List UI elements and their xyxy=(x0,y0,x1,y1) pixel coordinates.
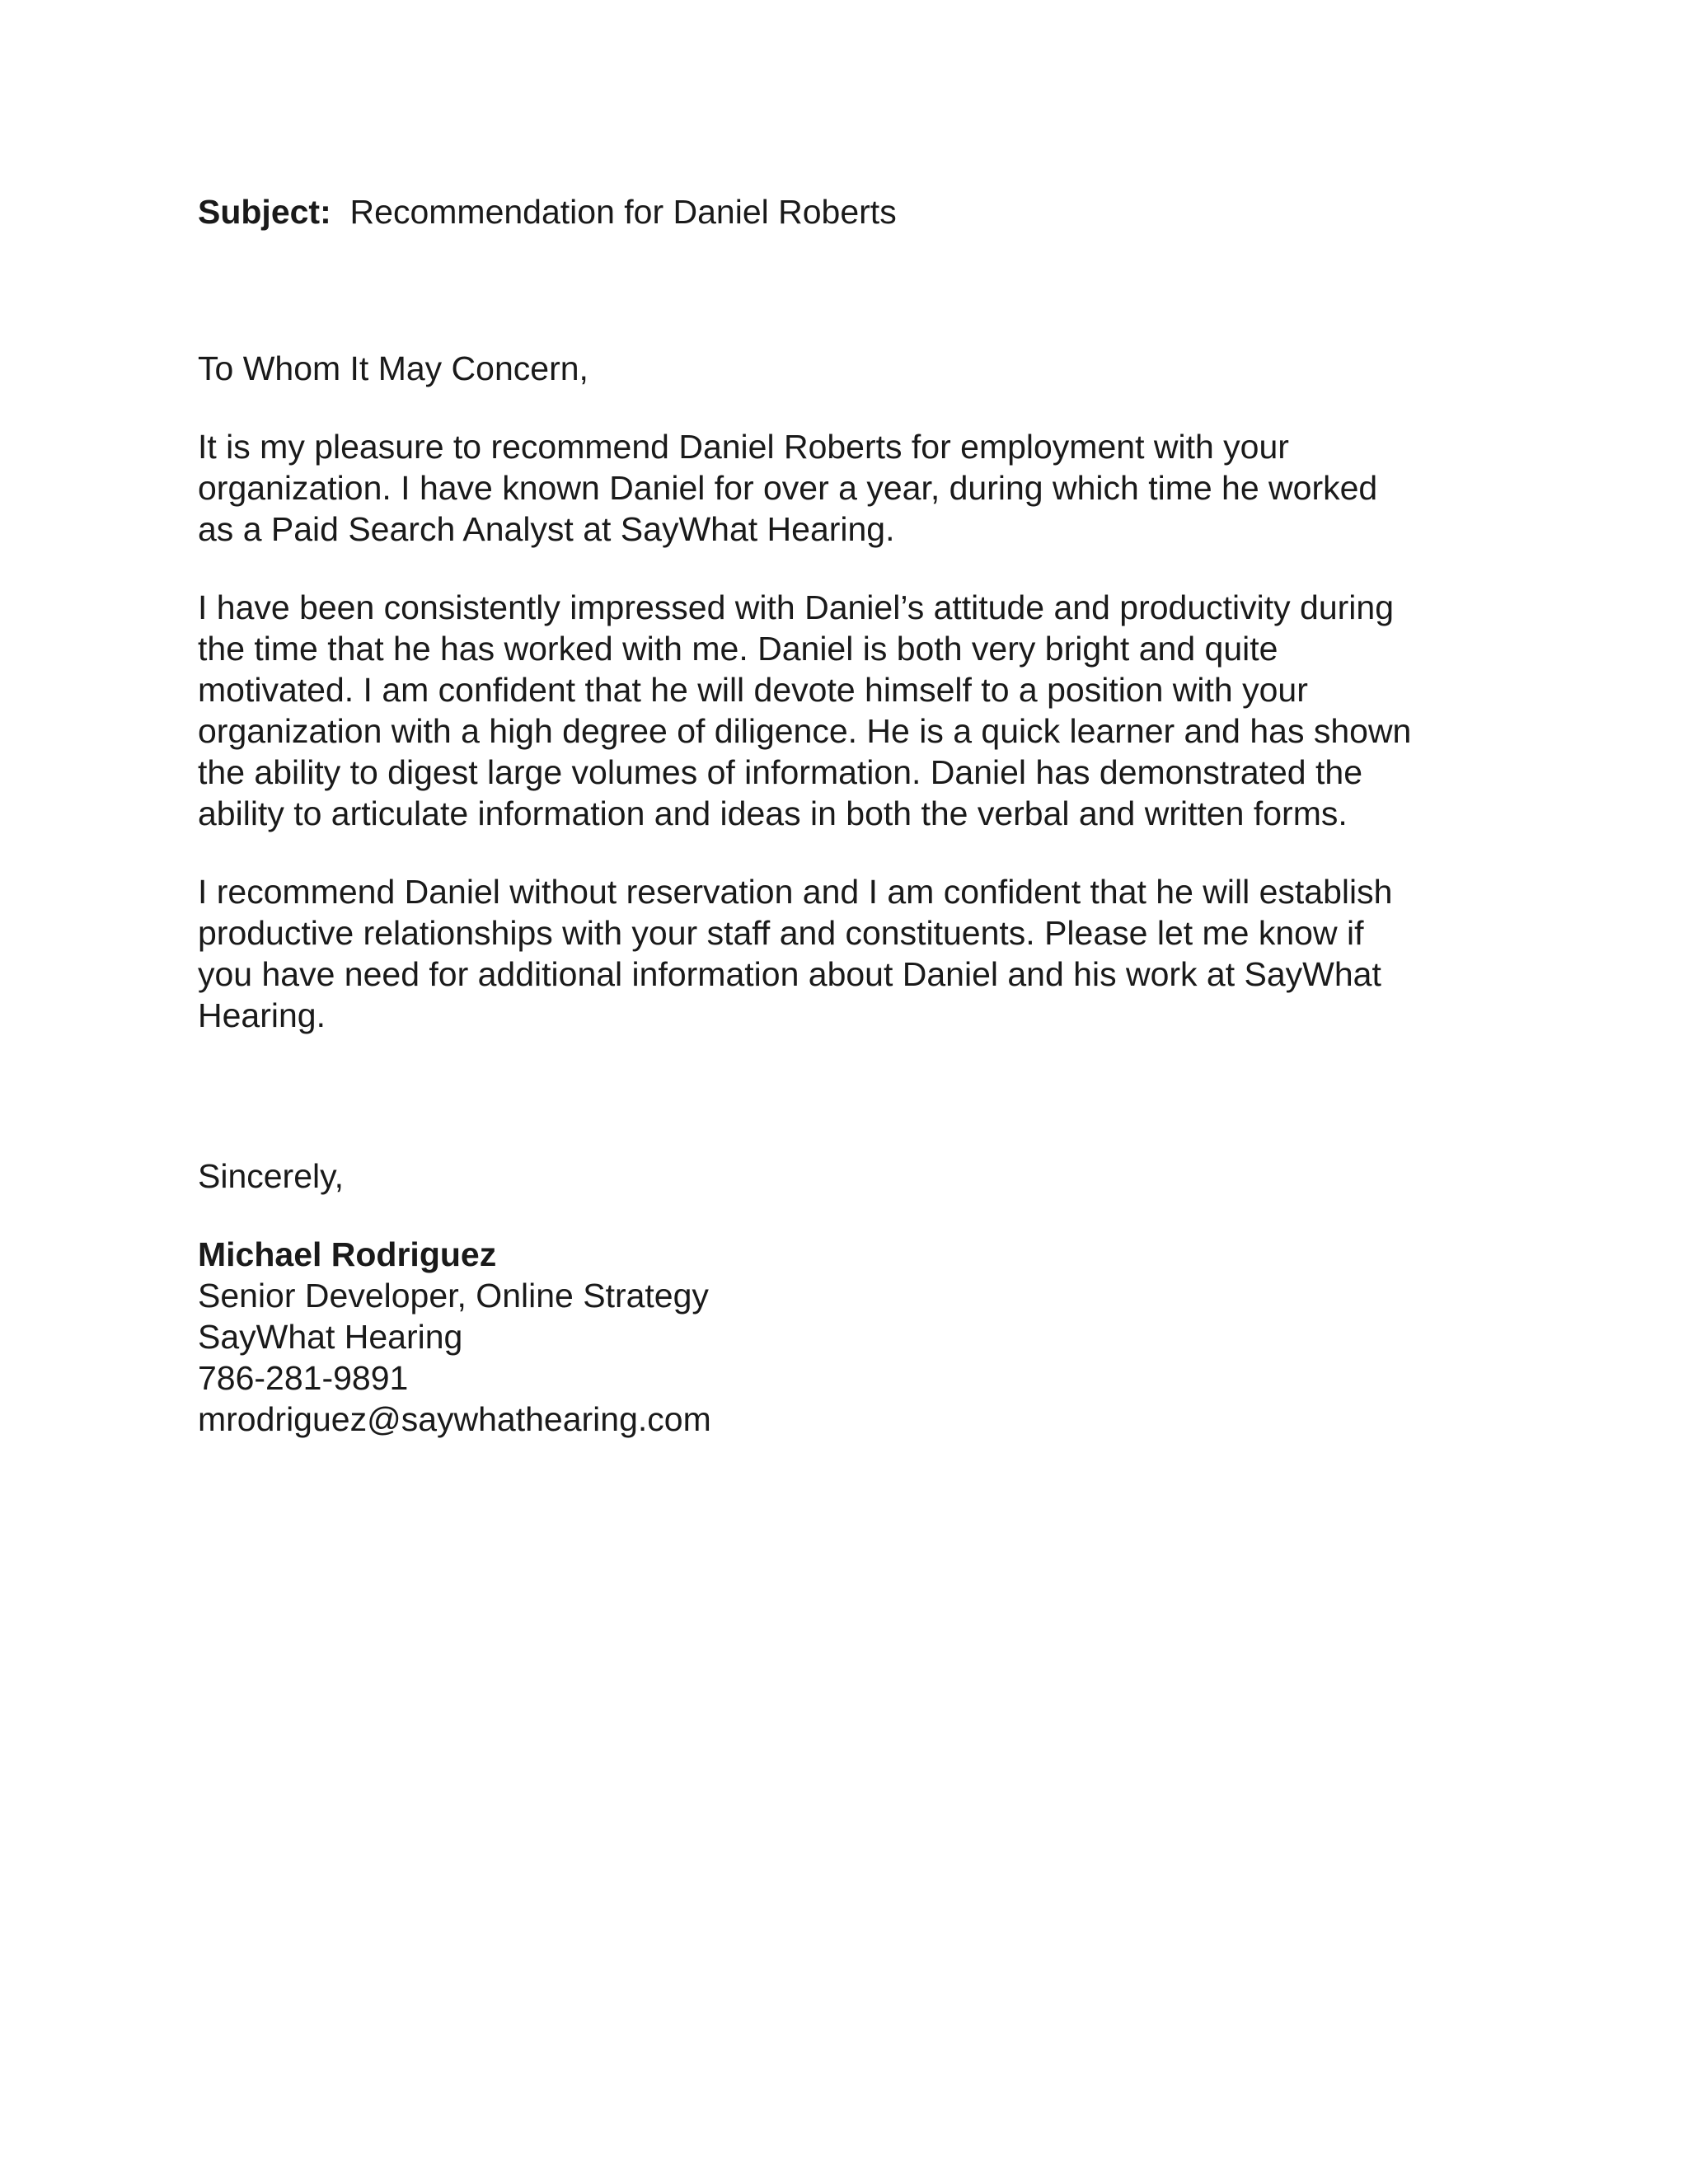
signer-title: Senior Developer, Online Strategy xyxy=(198,1277,709,1315)
paragraph-intro: It is my pleasure to recommend Daniel Roberts for employment with your organization. I have known Daniel for over a year, during which time he worked as a Paid Search Analyst at SayWhat Hearing. xyxy=(198,428,1378,548)
signer-name: Michael Rodriguez xyxy=(198,1235,497,1273)
signer-email: mrodriguez@saywhathearing.com xyxy=(198,1400,711,1438)
salutation: To Whom It May Concern, xyxy=(198,349,588,387)
signer-company: SayWhat Hearing xyxy=(198,1318,463,1356)
subject-label: Subject: xyxy=(198,193,331,231)
subject-line xyxy=(198,191,1484,232)
signer-phone: 786-281-9891 xyxy=(198,1359,409,1397)
letter-body xyxy=(198,191,1484,1440)
paragraph-recommendation: I recommend Daniel without reservation and I am confident that he will establish productive relationships with your staff and constituents. Please let me know if you have need for additional information about Daniel and his work at SayWhat Hearing. xyxy=(198,873,1393,1034)
paragraph-qualities: I have been consistently impressed with Daniel’s attitude and productivity during the time that he has worked with me. Daniel is both very bright and quite motivated. I am confident that he will devote himself to a position with your organization with a high degree of diligence. He is a quick learner and has shown the ability to digest large volumes of information. Daniel has demonstrated the ability to articulate information and ideas in both the verbal and written forms. xyxy=(198,588,1412,832)
closing: Sincerely, xyxy=(198,1157,344,1195)
subject-text: Recommendation for Daniel Roberts xyxy=(349,193,897,231)
